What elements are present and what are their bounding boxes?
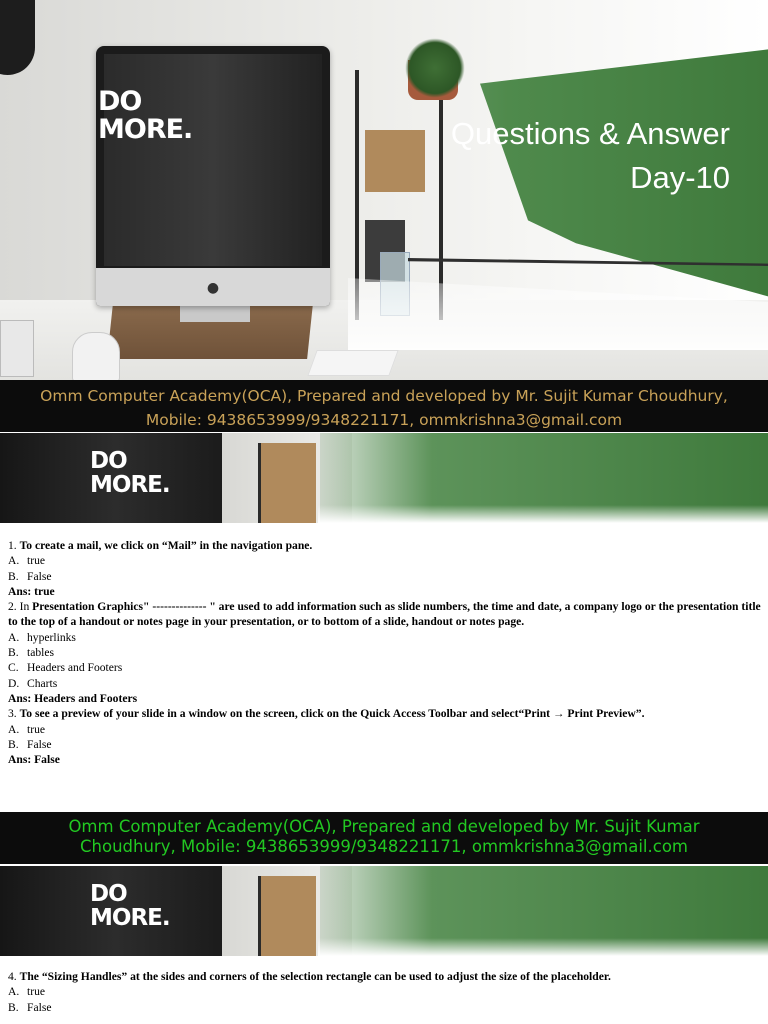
question-item (8, 969, 764, 1015)
shelf-book (365, 130, 425, 192)
question-item (8, 706, 764, 767)
option-text: Headers and Footers (27, 661, 123, 675)
monitor-slogan-line1: DO (98, 86, 142, 117)
monitor-slogan-line2: MORE. (98, 114, 193, 145)
answer-option (8, 722, 764, 737)
option-text: tables (27, 646, 55, 660)
question-list (8, 538, 764, 767)
answer-option (8, 676, 764, 691)
credit-footer (0, 380, 768, 432)
answer-option (8, 630, 764, 645)
option-letter: A. (8, 630, 20, 644)
question-text (8, 538, 764, 553)
question-item (8, 538, 764, 599)
banner-shelf-book (258, 443, 316, 523)
title-slide-image (0, 0, 768, 380)
apple-logo-icon: ● (206, 280, 220, 296)
answer-option (8, 660, 764, 675)
option-text: False (27, 569, 52, 583)
answer-option (8, 737, 764, 752)
question-number: 1. (8, 539, 20, 552)
computer-monitor (96, 46, 330, 306)
monitor-slogan (98, 88, 192, 144)
slide-header-banner (0, 866, 768, 956)
credit-footer-line2: Choudhury, Mobile: 9438653999/9348221171, ommkrishna3@gmail.com (80, 837, 688, 856)
option-letter: C. (8, 661, 19, 675)
option-text: hyperlinks (27, 630, 76, 644)
banner-slogan-line2: MORE. (90, 905, 170, 931)
banner-slogan (90, 882, 170, 930)
keyboard (307, 350, 398, 376)
answer-option (8, 984, 764, 999)
banner-slogan-line1: DO (90, 881, 127, 907)
banner-slogan-line1: DO (90, 448, 127, 474)
credit-footer (0, 812, 768, 864)
question-number: 3. (8, 707, 20, 721)
question-number: 2. In (8, 600, 33, 614)
diffuser-vase (72, 332, 120, 380)
option-letter: D. (8, 676, 20, 690)
slide-header-banner (0, 433, 768, 523)
answer-key: Ans: False (8, 753, 60, 767)
question-bold-term: Presentation Graphics" (32, 600, 150, 614)
answer-key: Ans: Headers and Footers (8, 691, 138, 705)
answer-option (8, 569, 764, 584)
pen-cup (0, 320, 34, 377)
answer-option (8, 645, 764, 660)
question-body: The “Sizing Handles” at the sides and corners of the selection rectangle can be used to adjust the size of the placeholder. (19, 970, 611, 983)
question-text (8, 969, 764, 984)
credit-footer-line1: Omm Computer Academy(OCA), Prepared and developed by Mr. Sujit Kumar Choudhury, (40, 387, 728, 405)
option-letter: B. (8, 737, 19, 751)
banner-white-edge (318, 505, 768, 523)
banner-slogan-line2: MORE. (90, 472, 170, 498)
question-number: 4. (8, 970, 20, 983)
banner-shelf-book (258, 876, 316, 956)
slide-title-line2: Day-10 (630, 160, 730, 195)
question-text (8, 599, 764, 630)
slide-title-line1: Questions & Answer (450, 116, 730, 151)
option-letter: B. (8, 646, 19, 660)
option-text: true (27, 722, 46, 736)
question-item (8, 599, 764, 706)
credit-footer-line2: Mobile: 9438653999/9348221171, ommkrishna3@gmail.com (145, 411, 623, 429)
option-letter: B. (8, 569, 19, 583)
credit-footer-line1: Omm Computer Academy(OCA), Prepared and developed by Mr. Sujit Kumar (68, 817, 700, 836)
option-text: Charts (27, 676, 58, 690)
option-letter: B. (8, 1000, 19, 1014)
question-body: -------------- " are used to add information such as slide numbers, the time and date, a company logo or the presentation title to the top of a handout or notes page in your presentation, or to bottom of a slide, handout or notes page. (8, 600, 761, 629)
question-body: To create a mail, we click on “Mail” in the navigation pane. (19, 539, 313, 552)
question-body: To see a preview of your slide in a window on the screen, click on the Quick Access Toolbar and select“Print → Print Preview”. (19, 707, 645, 721)
option-text: False (27, 1000, 52, 1014)
option-letter: A. (8, 722, 20, 736)
answer-key: Ans: true (8, 584, 55, 598)
option-text: true (27, 985, 46, 999)
answer-option (8, 1000, 764, 1015)
option-text: False (27, 737, 52, 751)
plant-leaves (405, 38, 465, 98)
option-letter: A. (8, 985, 20, 999)
question-text (8, 706, 764, 721)
question-list (8, 969, 764, 1015)
option-text: true (27, 554, 46, 568)
slide-title (451, 112, 730, 200)
answer-option (8, 553, 764, 568)
banner-slogan (90, 449, 170, 497)
banner-white-edge (318, 938, 768, 956)
option-letter: A. (8, 554, 20, 568)
